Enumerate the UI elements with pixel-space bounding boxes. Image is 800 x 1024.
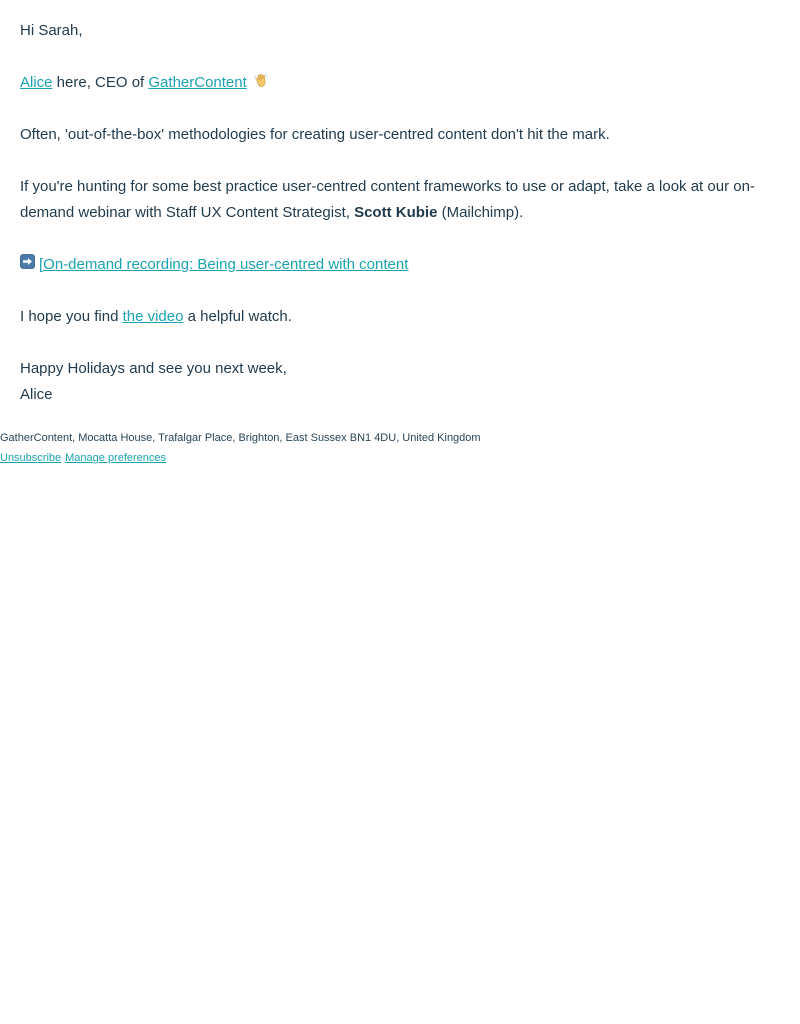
intro-paragraph: [20, 70, 780, 96]
company-link[interactable]: GatherContent: [148, 74, 247, 91]
footer-address: GatherContent, Mocatta House, Trafalgar Place, Brighton, East Sussex BN1 4DU, United Kingdom: [0, 432, 481, 444]
recording-link[interactable]: [On-demand recording: Being user-centred with content: [39, 256, 409, 273]
greeting-text: Hi Sarah,: [20, 22, 83, 39]
greeting: [20, 18, 780, 44]
paragraph-webinar-before: If you're hunting for some best practice user-centred content frameworks to use or adapt, take a look at our on-demand webinar with Staff UX Content Strategist,: [20, 178, 755, 221]
paragraph-methodologies-text: Often, 'out-of-the-box' methodologies for creating user-centred content don't hit the mark.: [20, 126, 610, 143]
speaker-name: Scott Kubie: [354, 204, 438, 221]
paragraph-video: [20, 304, 780, 330]
paragraph-video-after: a helpful watch.: [183, 308, 292, 325]
right-arrow-icon: [20, 254, 35, 269]
paragraph-webinar: [20, 174, 780, 226]
manage-preferences-link[interactable]: Manage preferences: [65, 452, 167, 464]
signoff: [20, 356, 780, 408]
footer-links: [0, 448, 800, 468]
email-body: [0, 0, 800, 408]
video-link[interactable]: the video: [122, 308, 184, 325]
unsubscribe-link[interactable]: Unsubscribe: [0, 452, 62, 464]
waving-hand-icon: [253, 72, 269, 88]
intro-middle-text: here, CEO of: [52, 74, 149, 91]
signature: Alice: [20, 386, 53, 403]
paragraph-webinar-after: (Mailchimp).: [437, 204, 524, 221]
signoff-text: Happy Holidays and see you next week,: [20, 360, 287, 377]
email-footer: [0, 428, 800, 468]
recording-paragraph: [20, 252, 780, 278]
paragraph-methodologies: [20, 122, 780, 148]
sender-name-link[interactable]: Alice: [20, 74, 53, 91]
paragraph-video-before: I hope you find: [20, 308, 123, 325]
